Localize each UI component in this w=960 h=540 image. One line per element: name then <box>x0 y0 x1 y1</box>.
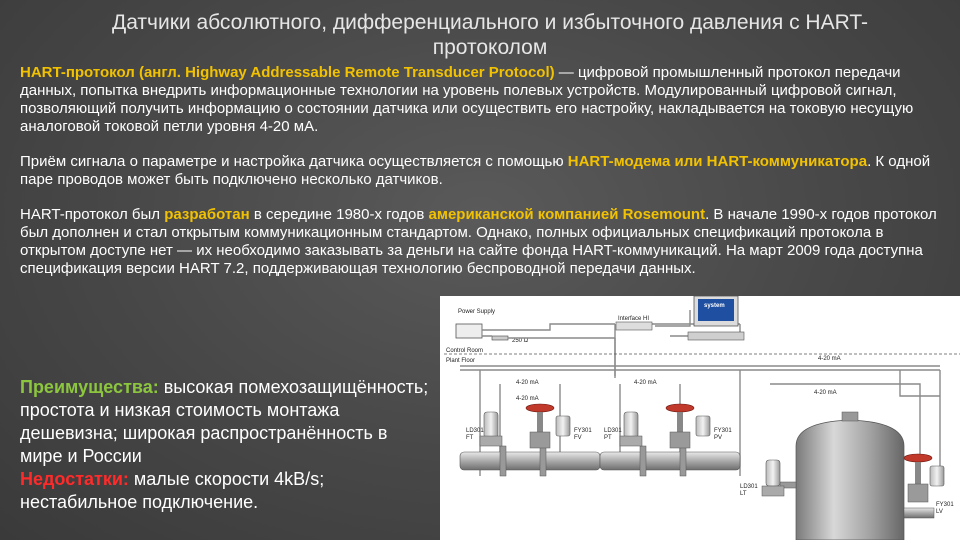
advantages-label: Преимущества: <box>20 377 159 397</box>
pipe-1 <box>460 446 600 476</box>
pros-cons <box>20 376 430 514</box>
valve-positioner-fy301-lv <box>904 454 954 515</box>
area-divider <box>444 348 960 364</box>
modem-text-2: . К одной паре проводов может быть подключено несколько датчиков. <box>20 153 931 188</box>
transmitter-ld301-ft <box>466 412 502 446</box>
power-supply-label: Power Supply <box>458 309 496 315</box>
pos1-model: FY301 <box>574 428 592 434</box>
body-text <box>20 64 940 295</box>
pipe-2 <box>600 446 740 476</box>
current-label-2: 4-20 mA <box>634 380 657 386</box>
resistor-label: 250 Ω <box>512 338 529 344</box>
advantages-text: высокая помехозащищённость; простота и низкая стоимость монтажа дешевизна; широкая распространённость в мире и России <box>20 377 429 466</box>
definition-text: — цифровой промышленный протокол передачи данных, попытка внедрить информационные технологии на уровень полевых устройств. Модулированный цифровой сигнал, позволяющий получить информацию о состоянии датчика или осуществить его настройку, накладывается на токовую несущую аналоговой токовой петли уровня 4-20 мА. <box>20 64 914 135</box>
resistor <box>492 336 529 344</box>
paragraph-history <box>20 206 940 278</box>
valve-positioner-fy301-fv <box>526 404 592 448</box>
computer-monitor <box>688 296 744 340</box>
hart-term: HART-протокол (англ. Highway Addressable Remote Transducer Protocol) <box>20 64 555 81</box>
modem-highlight: HART-модема или HART-коммуникатора <box>567 153 868 170</box>
hart-network-diagram <box>440 296 960 540</box>
hart-interface <box>616 316 652 330</box>
history-text-2: в середине 1980-х годов <box>249 206 429 223</box>
modem-text-1: Приём сигнала о параметре и настройка датчика осуществляется с помощью <box>20 153 568 170</box>
current-label-3: 4-20 mA <box>516 396 539 402</box>
paragraph-definition <box>20 64 940 136</box>
history-highlight-1: разработан <box>164 206 250 223</box>
paragraph-modem <box>20 153 940 189</box>
control-room-label: Control Room <box>446 348 484 354</box>
pos3-tag: LV <box>936 509 943 515</box>
transmitter-ld301-lt <box>740 460 784 497</box>
history-text-3: . В начале 1990-х годов протокол был дополнен и стал открытым коммуникационным стандартом. Однако, полных официальных спецификаций протокола в открытом доступе нет — их необходимо заказывать за деньги на сайте фонда HART-коммуникаций. На март 2009 года доступна спецификация версии HART 7.2, поддерживающая технологию беспроводной передачи данных. <box>20 206 937 277</box>
disadvantages-text: малые скорости 4kB/s; нестабильное подключение. <box>20 469 325 512</box>
power-supply <box>456 309 495 338</box>
disadvantages-label: Недостатки: <box>20 469 129 489</box>
pos1-tag: FV <box>574 435 582 441</box>
current-label-5: 4-20 mA <box>814 390 837 396</box>
current-label-1: 4-20 mA <box>516 380 539 386</box>
tx2-tag: PT <box>604 435 612 441</box>
tx1-model: LD301 <box>466 428 484 434</box>
monitor-brand: system <box>704 303 725 309</box>
pos3-model: FY301 <box>936 502 954 508</box>
tx3-model: LD301 <box>740 484 758 490</box>
tx3-tag: LT <box>740 491 747 497</box>
tx2-model: LD301 <box>604 428 622 434</box>
current-label-4: 4-20 mA <box>818 356 841 362</box>
slide-title: Датчики абсолютного, дифференциального и избыточного давления с HART-протоколом <box>111 11 869 59</box>
plant-floor-label: Plant Floor <box>446 358 476 364</box>
interface-label: Interface HI <box>618 316 650 322</box>
transmitter-ld301-pt <box>604 412 642 446</box>
pos2-model: FY301 <box>714 428 732 434</box>
history-highlight-2: американской компанией Rosemount <box>428 206 706 223</box>
diagram-svg <box>440 296 960 540</box>
valve-positioner-fy301-pv <box>666 404 732 448</box>
storage-tank <box>780 412 934 540</box>
pos2-tag: PV <box>714 435 723 441</box>
history-text-1: HART-протокол был <box>20 206 165 223</box>
tx1-tag: FT <box>466 435 474 441</box>
